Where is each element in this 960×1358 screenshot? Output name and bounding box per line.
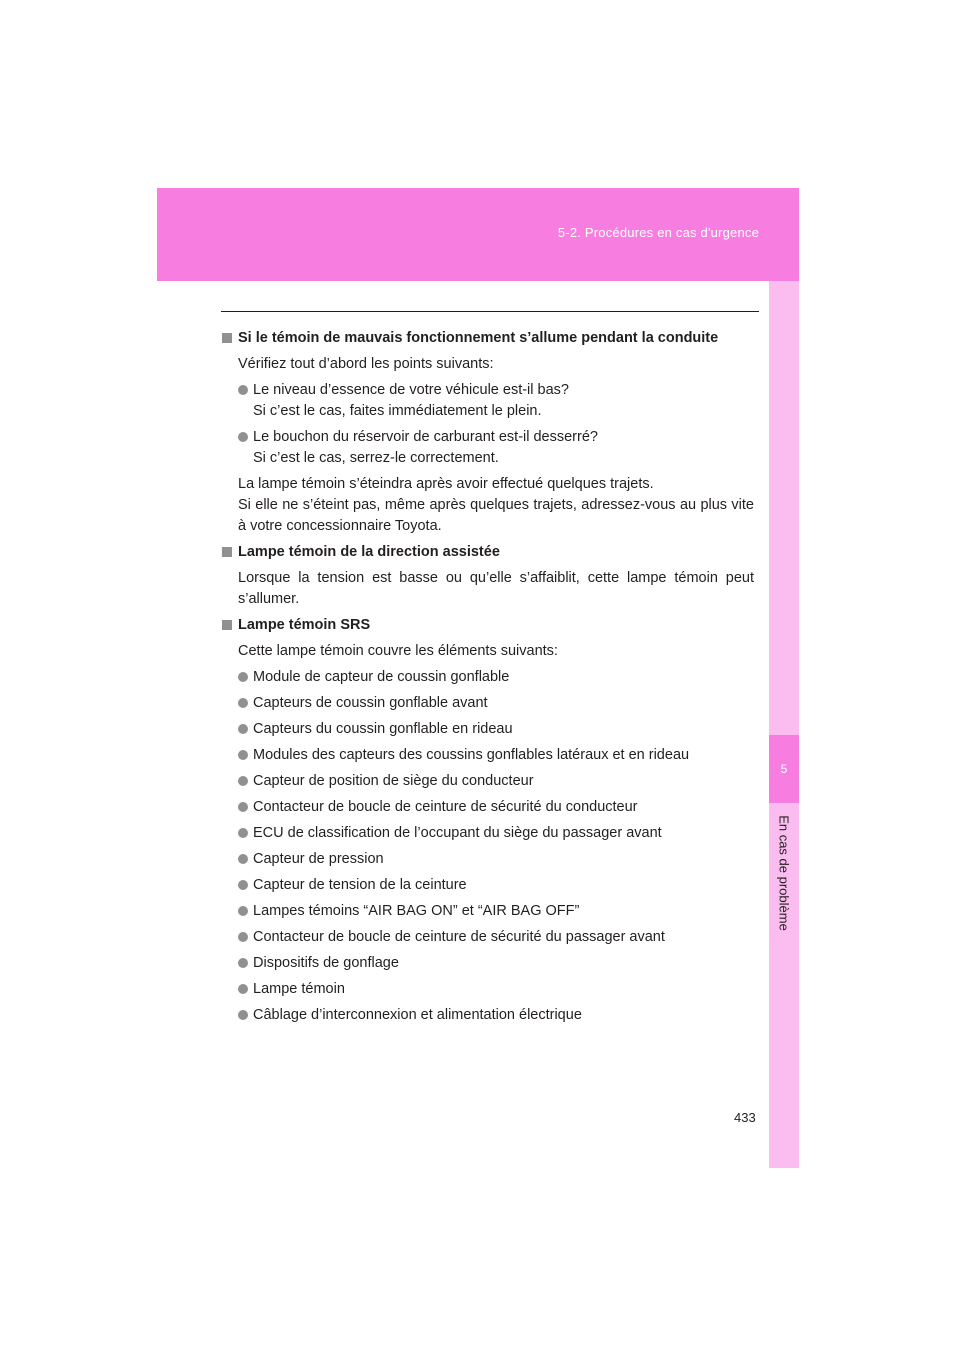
list-item-line: Module de capteur de coussin gonflable (253, 669, 510, 685)
list-item-text (253, 380, 569, 422)
list-item (238, 427, 754, 469)
circle-bullet-icon (238, 984, 248, 994)
square-bullet-icon (222, 333, 232, 343)
circle-bullet-icon (238, 385, 248, 395)
square-bullet-icon (222, 620, 232, 630)
section-header-band (157, 188, 799, 281)
chapter-side-tab (769, 281, 799, 1168)
circle-bullet-icon (238, 802, 248, 812)
list-item-text (253, 953, 399, 974)
list-item-line: Le bouchon du réservoir de carburant est-il desserré? (253, 429, 598, 445)
heading-text: Lampe témoin de la direction assistée (238, 544, 500, 560)
list-item-text (253, 797, 638, 818)
list-item-line: Si c’est le cas, serrez-le correctement. (253, 450, 499, 466)
circle-bullet-icon (238, 776, 248, 786)
circle-bullet-icon (238, 854, 248, 864)
list-item-line: ECU de classification de l’occupant du siège du passager avant (253, 825, 662, 841)
paragraph: Cette lampe témoin couvre les éléments suivants: (238, 643, 558, 659)
circle-bullet-icon (238, 906, 248, 916)
paragraph: Lorsque la tension est basse ou qu’elle s’affaiblit, cette lampe témoin peut s’allumer. (238, 570, 754, 607)
section-heading (222, 328, 754, 349)
list-item-text (253, 693, 488, 714)
list-item-text (253, 849, 384, 870)
paragraph (238, 474, 754, 537)
list-item (238, 875, 754, 896)
list-item (238, 979, 754, 1000)
paragraph-line: La lampe témoin s’éteindra après avoir effectué quelques trajets. (238, 476, 654, 492)
list-item (238, 927, 754, 948)
list-item (238, 901, 754, 922)
list-item-text (253, 745, 689, 766)
circle-bullet-icon (238, 932, 248, 942)
list-item-text (253, 719, 513, 740)
page-number: 433 (734, 1110, 756, 1125)
circle-bullet-icon (238, 828, 248, 838)
list-item (238, 667, 754, 688)
list-item-line: Capteur de position de siège du conducteur (253, 773, 534, 789)
circle-bullet-icon (238, 750, 248, 760)
list-item-text (253, 1005, 582, 1026)
circle-bullet-icon (238, 698, 248, 708)
list-item (238, 797, 754, 818)
list-item (238, 953, 754, 974)
list-item-line: Lampes témoins “AIR BAG ON” et “AIR BAG OFF” (253, 903, 580, 919)
list-item-line: Capteurs de coussin gonflable avant (253, 695, 488, 711)
list-item-line: Capteurs du coussin gonflable en rideau (253, 721, 513, 737)
list-item-line: Modules des capteurs des coussins gonflables latéraux et en rideau (253, 747, 690, 763)
page-content (222, 328, 754, 1031)
list-item-line: Capteur de pression (253, 851, 384, 867)
list-item-line: Lampe témoin (253, 981, 345, 997)
list-item (238, 1005, 754, 1026)
chapter-number: 5 (780, 762, 788, 776)
top-divider (221, 311, 759, 312)
circle-bullet-icon (238, 672, 248, 682)
list-item (238, 719, 754, 740)
circle-bullet-icon (238, 880, 248, 890)
heading-text: Si le témoin de mauvais fonctionnement s’allume pendant la conduite (238, 330, 719, 346)
section-heading (222, 615, 754, 636)
list-item-line: Capteur de tension de la ceinture (253, 877, 467, 893)
circle-bullet-icon (238, 724, 248, 734)
chapter-label: En cas de problème (776, 815, 792, 931)
list-item-text (253, 927, 665, 948)
list-item (238, 823, 754, 844)
list-item-text (253, 823, 662, 844)
list-item (238, 693, 754, 714)
section-heading (222, 542, 754, 563)
paragraph: Vérifiez tout d’abord les points suivants: (238, 356, 494, 372)
circle-bullet-icon (238, 958, 248, 968)
circle-bullet-icon (238, 432, 248, 442)
list-item-line: Si c’est le cas, faites immédiatement le plein. (253, 403, 542, 419)
list-item-text (253, 427, 598, 469)
list-item-text (253, 875, 467, 896)
list-item-text (253, 667, 509, 688)
list-item-line: Le niveau d’essence de votre véhicule est-il bas? (253, 382, 569, 398)
section-title: 5-2. Procédures en cas d'urgence (557, 225, 759, 240)
paragraph-line: Si elle ne s’éteint pas, même après quelques trajets, adressez-vous au plus vite à votre concessionnaire Toyota. (238, 497, 754, 534)
list-item (238, 380, 754, 422)
list-item-line: Dispositifs de gonflage (253, 955, 399, 971)
list-item-line: Câblage d’interconnexion et alimentation électrique (253, 1007, 582, 1023)
list-item-text (253, 901, 579, 922)
list-item-text (253, 771, 534, 792)
list-item (238, 849, 754, 870)
heading-text: Lampe témoin SRS (238, 617, 371, 633)
list-item (238, 771, 754, 792)
list-item-line: Contacteur de boucle de ceinture de sécurité du conducteur (253, 799, 638, 815)
list-item (238, 745, 754, 766)
circle-bullet-icon (238, 1010, 248, 1020)
list-item-line: Contacteur de boucle de ceinture de sécurité du passager avant (253, 929, 665, 945)
list-item-text (253, 979, 345, 1000)
square-bullet-icon (222, 547, 232, 557)
